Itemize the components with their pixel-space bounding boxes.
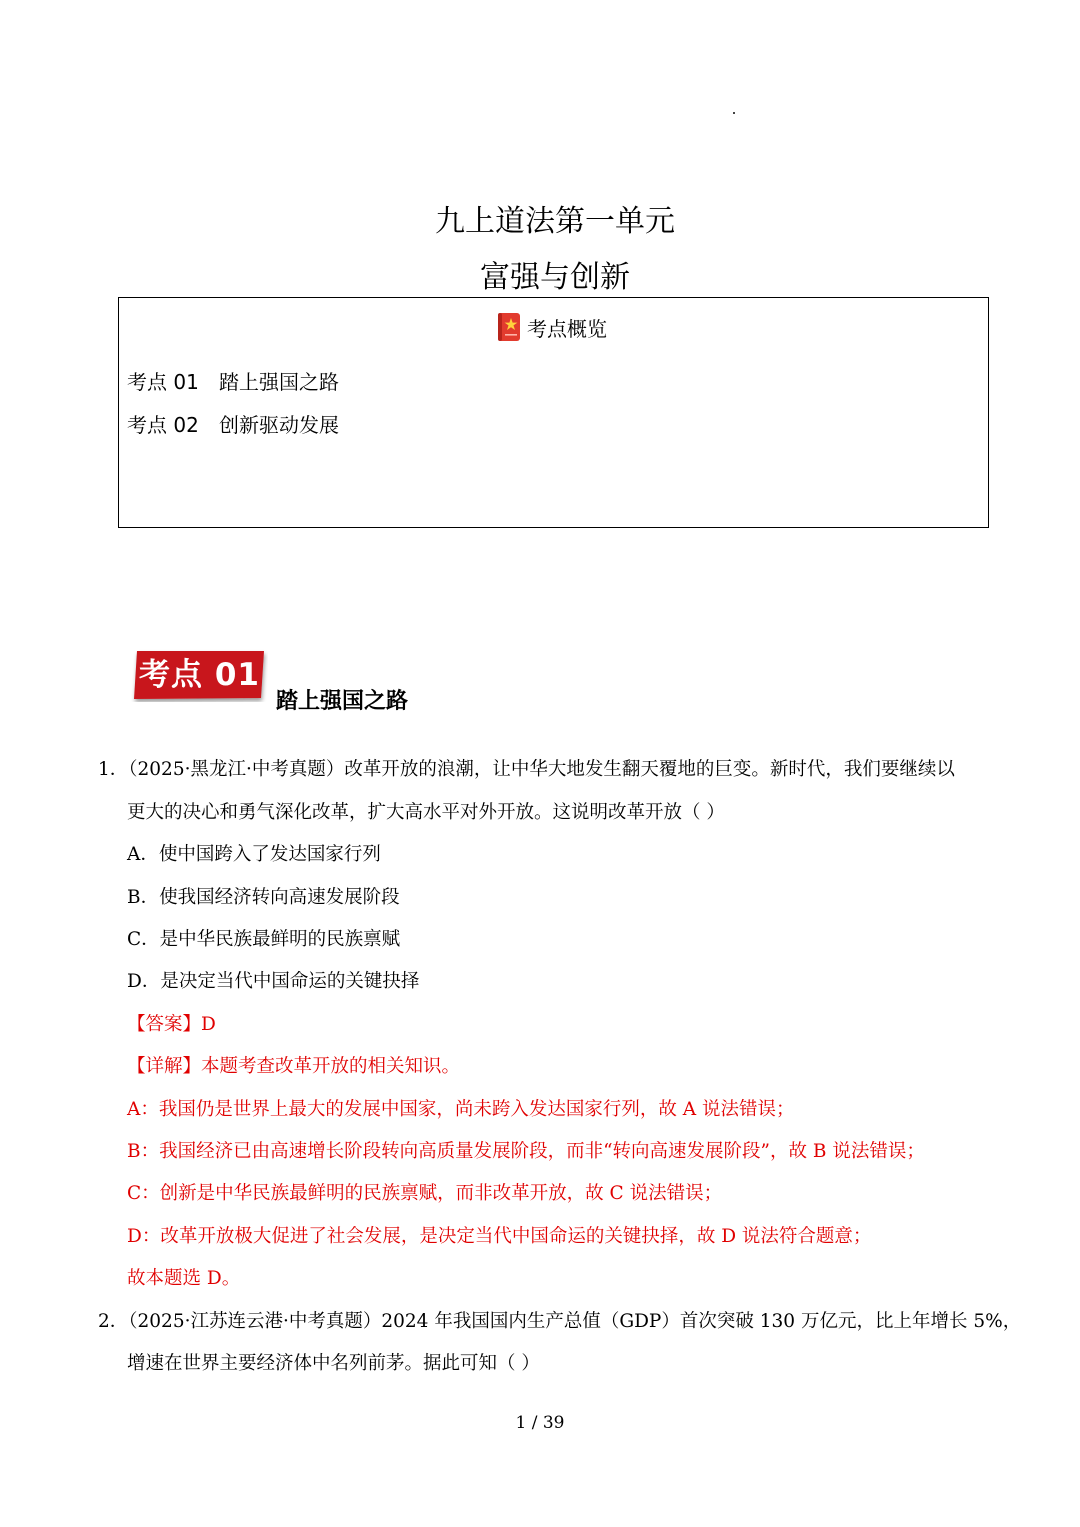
q1-answer: 【答案】D bbox=[127, 1014, 216, 1035]
q1-option-c: C．是中华民族最鲜明的民族禀赋 bbox=[127, 929, 401, 950]
q1-detail-c: C：创新是中华民族最鲜明的民族禀赋，而非改革开放，故 C 说法错误； bbox=[127, 1183, 723, 1204]
page-number: 1 / 39 bbox=[515, 1413, 565, 1433]
q1-stem-line1: 1．（2025·黑龙江·中考真题）改革开放的浪潮，让中华大地发生翻天覆地的巨变。新时代，我们要继续以 bbox=[98, 759, 955, 780]
q1-option-b: B．使我国经济转向高速发展阶段 bbox=[127, 887, 400, 908]
q1-option-d: D．是决定当代中国命运的关键抉择 bbox=[127, 971, 420, 992]
overview-item-num: 考点 02 bbox=[127, 413, 199, 437]
overview-item-2 bbox=[127, 409, 339, 438]
overview-box bbox=[118, 297, 989, 528]
overview-heading-text: 考点概览 bbox=[527, 316, 607, 341]
q2-stem-line1: 2．（2025·江苏连云港·中考真题）2024 年我国国内生产总值（GDP）首次突破 130 万亿元，比上年增长 5%， bbox=[98, 1311, 1022, 1332]
q1-analysis: 【详解】本题考查改革开放的相关知识。 bbox=[127, 1056, 461, 1077]
section-title: 踏上强国之路 bbox=[276, 689, 409, 714]
overview-item-1 bbox=[127, 366, 339, 395]
q1-detail-a: A：我国仍是世界上最大的发展中国家，尚未跨入发达国家行列，故 A 说法错误； bbox=[127, 1099, 795, 1120]
overview-item-label: 创新驱动发展 bbox=[219, 413, 339, 437]
q1-detail-d: D：改革开放极大促进了社会发展，是决定当代中国命运的关键抉择，故 D 说法符合题意； bbox=[127, 1226, 872, 1247]
doc-title: 九上道法第一单元 bbox=[435, 204, 675, 239]
section-badge-text: 考点 01 bbox=[139, 657, 260, 693]
q1-detail-b: B：我国经济已由高速增长阶段转向高质量发展阶段，而非“转向高速发展阶段”，故 B 说法错误； bbox=[127, 1141, 925, 1162]
q1-stem-line2: 更大的决心和勇气深化改革，扩大高水平对外开放。这说明改革开放（ ） bbox=[127, 802, 725, 823]
q1-option-a: A．使中国跨入了发达国家行列 bbox=[127, 844, 381, 865]
section-badge bbox=[131, 648, 268, 702]
q1-conclusion: 故本题选 D。 bbox=[127, 1268, 241, 1289]
overview-heading bbox=[497, 312, 607, 342]
stray-mark bbox=[733, 112, 735, 114]
overview-item-label: 踏上强国之路 bbox=[219, 370, 339, 394]
q2-stem-line2: 增速在世界主要经济体中名列前茅。据此可知（ ） bbox=[127, 1353, 540, 1374]
doc-subtitle: 富强与创新 bbox=[480, 260, 630, 295]
overview-item-num: 考点 01 bbox=[127, 370, 199, 394]
red-book-star-icon bbox=[497, 312, 521, 342]
